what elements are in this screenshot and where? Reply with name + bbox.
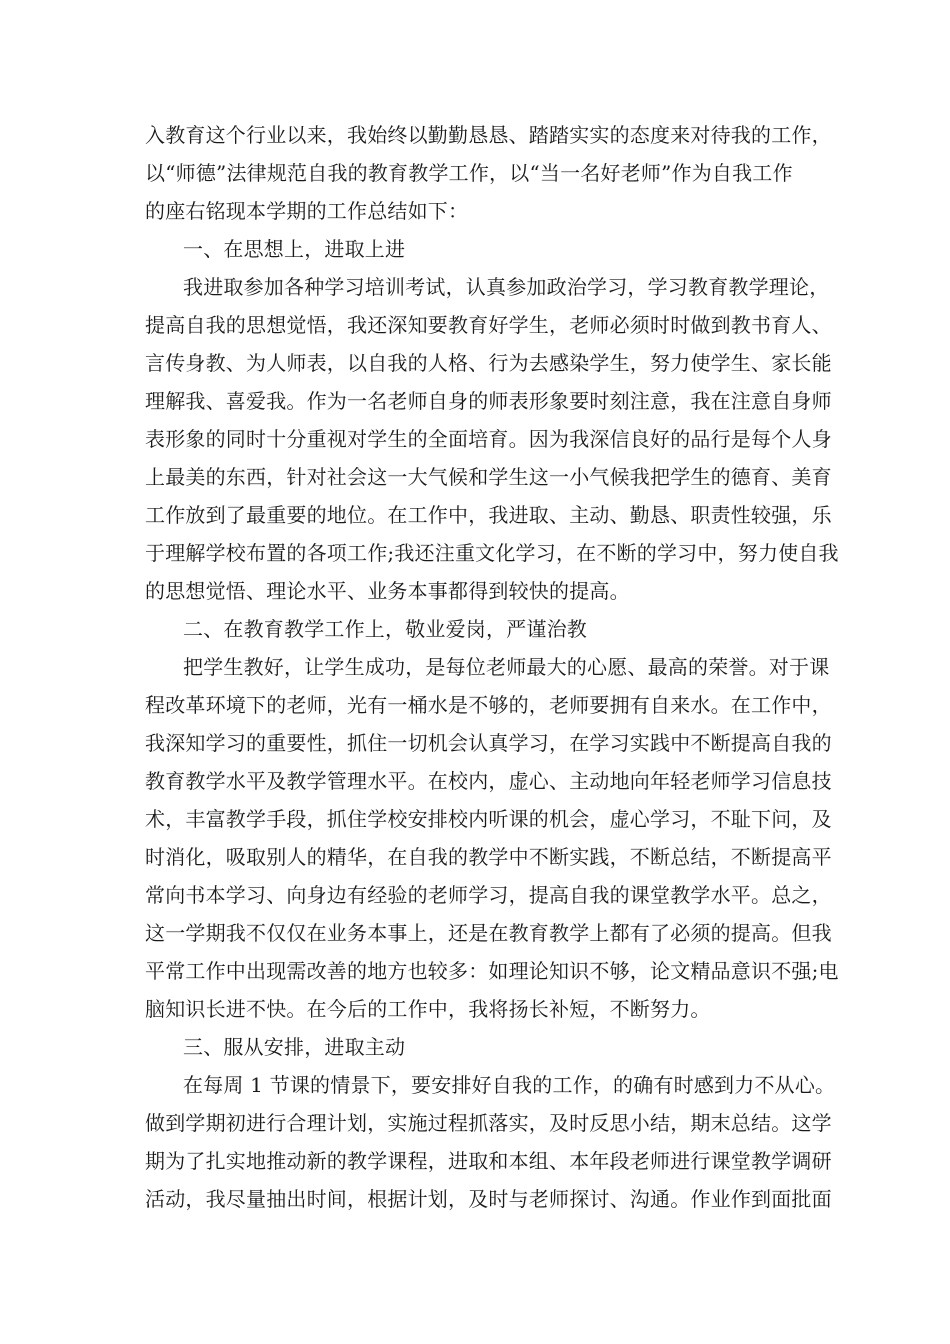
text-line: 期为了扎实地推动新的教学课程，进取和本组、本年段老师进行课堂教学调研 [145,1149,832,1173]
text-line: 以“师德”法律规范自我的教育教学工作，以“当一名好老师”作为自我工作 [145,161,793,185]
text-line: 理解我、喜爱我。作为一名老师自身的师表形象要时刻注意，我在注意自身师 [145,389,832,413]
text-line: 表形象的同时十分重视对学生的全面培育。因为我深信良好的品行是每个人身 [145,427,832,451]
text-line: 教育教学水平及教学管理水平。在校内，虚心、主动地向年轻老师学习信息技 [145,769,832,793]
text-line: 把学生教好，让学生成功，是每位老师最大的心愿、最高的荣誉。对于课 [183,655,830,679]
text-line: 上最美的东西，针对社会这一大气候和学生这一小气候我把学生的德育、美育 [145,465,832,489]
text-line: 工作放到了最重要的地位。在工作中，我进取、主动、勤恳、职责性较强，乐 [145,503,832,527]
text-line: 这一学期我不仅仅在业务本事上，还是在教育教学上都有了必须的提高。但我 [145,921,832,945]
text-line: 入教育这个行业以来，我始终以勤勤恳恳、踏踏实实的态度来对待我的工作， [145,123,832,147]
text-line: 平常工作中出现需改善的地方也较多：如理论知识不够，论文精品意识不强;电 [145,959,839,983]
text-line: 程改革环境下的老师，光有一桶水是不够的，老师要拥有自来水。在工作中， [145,693,832,717]
text-line: 做到学期初进行合理计划，实施过程抓落实，及时反思小结，期末总结。这学 [145,1111,832,1135]
section-heading: 二、在教育教学工作上，敬业爱岗，严谨治教 [183,617,587,641]
text-line: 的座右铭现本学期的工作总结如下： [145,199,469,223]
section-heading: 一、在思想上，进取上进 [183,237,406,261]
text-line: 言传身教、为人师表，以自我的人格、行为去感染学生，努力使学生、家长能 [145,351,832,375]
text-line: 术，丰富教学手段，抓住学校安排校内听课的机会，虚心学习，不耻下问，及 [145,807,832,831]
text-line: 的思想觉悟、理论水平、业务本事都得到较快的提高。 [145,579,630,603]
text-line: 我进取参加各种学习培训考试，认真参加政治学习，学习教育教学理论， [183,275,830,299]
text-line: 脑知识长进不快。在今后的工作中，我将扬长补短，不断努力。 [145,997,711,1021]
text-line: 活动，我尽量抽出时间，根据计划，及时与老师探讨、沟通。作业作到面批面 [145,1187,832,1211]
text-line: 时消化，吸取别人的精华，在自我的教学中不断实践，不断总结，不断提高平 [145,845,832,869]
text-line: 提高自我的思想觉悟，我还深知要教育好学生，老师必须时时做到教书育人、 [145,313,832,337]
text-line: 在每周 1 节课的情景下，要安排好自我的工作，的确有时感到力不从心。 [183,1073,836,1097]
section-heading: 三、服从安排，进取主动 [183,1035,406,1059]
text-line: 常向书本学习、向身边有经验的老师学习，提高自我的课堂教学水平。总之， [145,883,832,907]
text-line: 于理解学校布置的各项工作;我还注重文化学习，在不断的学习中，努力使自我 [145,541,839,565]
text-line: 我深知学习的重要性，抓住一切机会认真学习，在学习实践中不断提高自我的 [145,731,832,755]
